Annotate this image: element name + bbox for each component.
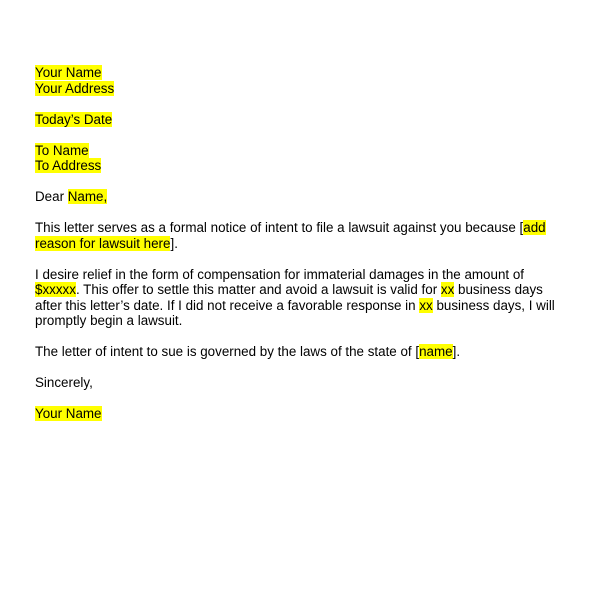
recipient-address: To Address: [35, 158, 102, 173]
sender-address: Your Address: [35, 80, 115, 96]
days-placeholder-1: xx: [440, 282, 455, 297]
state-placeholder: name: [419, 344, 453, 359]
closing: [35, 375, 560, 391]
recipient-name: To Name: [35, 142, 89, 158]
paragraph-relief: [35, 267, 560, 329]
paragraph-governing-law: [35, 344, 560, 360]
sender-block: [35, 65, 560, 96]
salutation-name-placeholder: Name,: [67, 189, 108, 204]
days-placeholder-2: xx: [419, 297, 433, 313]
date-block: [35, 112, 560, 128]
paragraph2-line2-a: . This offer to settle this matter and avoid a lawsuit is valid for: [75, 282, 441, 297]
paragraph3-text: The letter of intent to sue is governed by the laws of the state of [: [35, 344, 420, 359]
paragraph2-line2-b: business days: [454, 282, 543, 297]
closing-text: Sincerely,: [35, 375, 93, 390]
paragraph2-line1: I desire relief in the form of compensation for immaterial damages in the amount of: [35, 266, 524, 282]
signature-block: [35, 406, 560, 422]
recipient-block: [35, 143, 560, 174]
paragraph1-text: This letter serves as a formal notice of intent to file a lawsuit against you because [: [35, 220, 524, 235]
letter-date: Today’s Date: [35, 111, 113, 127]
salutation: [35, 189, 560, 205]
signature-name: Your Name: [35, 406, 102, 421]
paragraph2-line3-a: after this letter’s date. If I did not receive a favorable response in: [35, 297, 420, 313]
paragraph2-line4: promptly begin a lawsuit.: [35, 313, 183, 328]
paragraph2-line3-b: business days, I will: [432, 297, 555, 313]
amount-placeholder: $xxxxx: [35, 282, 76, 297]
reason-placeholder-part1: add: [523, 220, 546, 235]
paragraph3-end: ].: [452, 344, 461, 359]
salutation-prefix: Dear: [35, 189, 68, 204]
sender-name: Your Name: [35, 65, 102, 80]
paragraph1-end: ].: [170, 235, 178, 251]
reason-placeholder-part2: reason for lawsuit here: [35, 235, 171, 251]
paragraph-lawsuit-reason: [35, 220, 560, 251]
